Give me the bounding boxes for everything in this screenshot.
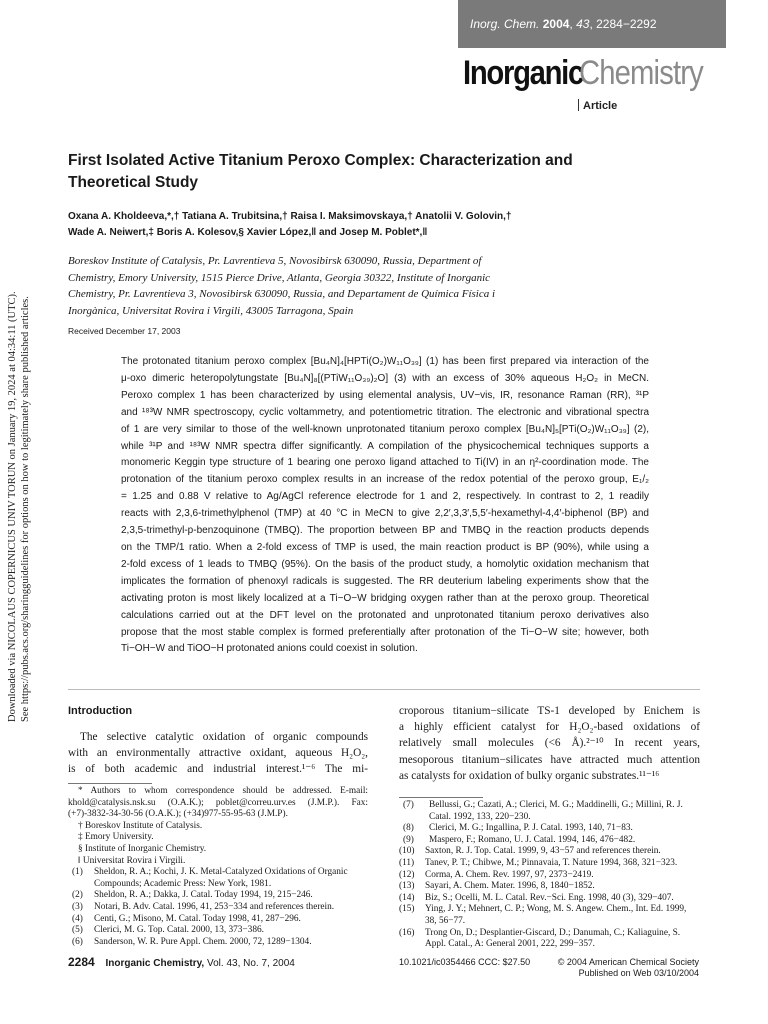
- correspondence-note: * Authors to whom correspondence should be addressed. E-mail: khold@catalysis.nsk.su (O.A.K.); poblet@correu.urv.es (J.M.P.). Fax: (+7)-3832-34-30-56 (O.A.K.); (+34)977-55-95-63 (J.M.P).: [68, 786, 368, 820]
- abstract-line: Ti−OH−W and TiOO−H protonated anions could coexist in solution.: [121, 643, 418, 655]
- body-line: with an environmentally attractive oxidant, aqueous H₂O₂,: [68, 747, 368, 760]
- abstract-line: 2,3,5-trimethyl-p-benzoquinone (TMBQ). The proportion between BP and TMBQ in the reaction products depends: [121, 525, 649, 537]
- body-line: croporous titanium−silicate TS-1 developed by Enichem is: [399, 705, 700, 717]
- body-line: relatively small molecules (<6 Å).²⁻¹⁰ In recent years,: [399, 737, 700, 750]
- abstract-line: μ-oxo dimeric heteropolytungstate [Bu₄N]₈[(PTiW₁₁O₃₉)₂O] (3) with an excess of 30% aqueous H₂O₂ in MeCN.: [121, 372, 649, 384]
- abstract-line: monomeric Keggin type structure of 1 bearing one peroxo ligand attached to Ti(IV) in an η²-coordination mode. The: [121, 457, 649, 469]
- reference-item: (7) Bellussi, G.; Cazati, A.; Clerici, M. G.; Maddinelli, G.; Millini, R. J. Catal. 1992, 133, 220−230.: [403, 800, 683, 822]
- abstract-line: reacts with 2,3,6-trimethylphenol (TMP) at 40 °C in MeCN to give 2,2′,3,3′,5,5′-hexamethyl-4,4′-biphenol (BP) and: [121, 508, 649, 520]
- reference-item: (13) Sayari, A. Chem. Mater. 1996, 8, 1840−1852.: [399, 881, 595, 892]
- reference-item: (5) Clerici, M. G. Top. Catal. 2000, 13, 373−386.: [72, 925, 264, 936]
- author-list: [68, 209, 688, 241]
- abstract-line: Peroxo complex 1 has been characterized by using elemental analysis, UV−vis, IR, resonance Raman (RR), ³¹P: [121, 389, 649, 401]
- journal-abbrev: Inorg. Chem.: [470, 17, 540, 31]
- footer-journal: Inorganic Chemistry,: [105, 958, 205, 969]
- reference-item: (6) Sanderson, W. R. Pure Appl. Chem. 2000, 72, 1289−1304.: [72, 936, 312, 947]
- section-divider: [68, 689, 700, 690]
- abstract-line: of 1 are very similar to those of the well-known unprotonated titanium peroxo complex [Bu₄N]₅[PTi(O₂)W₁₁O₃₉] (2),: [121, 423, 649, 435]
- authors-line2: Wade A. Neiwert,‡ Boris A. Kolesov,§ Xavier López,‖ and Josep M. Poblet*,‖: [68, 227, 428, 238]
- article-title: [68, 150, 668, 194]
- reference-item: (8) Clerici, M. G.; Ingallina, P. J. Catal. 1993, 140, 71−83.: [403, 823, 633, 834]
- citation-volume: 43: [576, 17, 590, 31]
- reference-item: (2) Sheldon, R. A.; Dakka, J. Catal. Today 1994, 19, 215−246.: [72, 890, 313, 901]
- body-line: as catalysts for oxidation of bulky organic substrates.¹¹⁻¹⁶: [399, 769, 660, 782]
- body-line: The selective catalytic oxidation of organic compounds: [80, 731, 368, 743]
- footnote-rule: [68, 783, 152, 784]
- affiliation-note: † Boreskov Institute of Catalysis.: [78, 820, 203, 831]
- logo-word-inorganic: Inorganic: [463, 54, 583, 92]
- reference-item: (15) Ying, J. Y.; Mehnert, C. P.; Wong, M. S. Angew. Chem., Int. Ed. 1999, 38, 56−77.: [399, 904, 687, 926]
- reference-item: (4) Centi, G.; Misono, M. Catal. Today 1998, 41, 287−296.: [72, 913, 301, 924]
- reference-item: (9) Maspero, F.; Romano, U. J. Catal. 1994, 146, 476−482.: [403, 834, 636, 845]
- logo-word-chemistry: Chemistry: [579, 54, 703, 92]
- footer-published: Published on Web 03/10/2004: [578, 968, 699, 978]
- abstract-line: The protonated titanium peroxo complex [Bu₄N]₄[HPTi(O₂)W₁₁O₃₉] (1) has been first prepared via interaction of the: [121, 356, 649, 367]
- reference-item: (16) Trong On, D.; Desplantier-Giscard, D.; Danumah, C.; Kaliaguine, S. Appl. Catal., A: General 2001, 222, 299−357.: [399, 927, 681, 950]
- article-type-label: Article: [578, 99, 617, 112]
- intro-paragraph: [68, 729, 368, 778]
- footer-issue: Vol. 43, No. 7, 2004: [207, 958, 295, 969]
- citation-bar: Inorg. Chem. 2004, 43, 2284−2292: [458, 0, 726, 48]
- page-footer-right: [399, 957, 699, 979]
- affiliation-line: Chemistry, Pr. Lavrentieva 3, Novosibirsk 630090, Russia, and Departament de Química Física i: [68, 288, 496, 300]
- title-line1: First Isolated Active Titanium Peroxo Complex: Characterization and: [68, 152, 573, 169]
- authors-line1: Oxana A. Kholdeeva,*,† Tatiana A. Trubitsina,† Raisa I. Maksimovskaya,† Anatolii V. Golovin,†: [68, 211, 512, 222]
- abstract-line: and ¹⁸³W NMR spectroscopy, cyclic voltammetry, and potentiometric titration. The electronic and vibrational spectra: [121, 406, 649, 418]
- footnotes-right: [399, 800, 700, 951]
- affiliation-note: ‖ Universitat Rovira i Virgili.: [78, 855, 186, 866]
- affiliation-line: Chemistry, Emory University, 1515 Pierce Drive, Atlanta, Georgia 30322, Institute of Inorganic: [68, 271, 491, 284]
- abstract-line: propose that the most stable complex is formed preferentially after protonation of the Ti−O−W site; however, both: [121, 626, 649, 638]
- download-notice-line1: Downloaded via NICOLAUS COPERNICUS UNIV TORUN on January 19, 2024 at 04:34:11 (UTC).: [7, 291, 18, 722]
- intro-paragraph-continued: [399, 703, 700, 784]
- abstract: [121, 354, 649, 658]
- footnotes-left: [68, 786, 368, 948]
- body-line: mesoporous titanium−silicates have attracted much attention: [399, 753, 700, 766]
- abstract-line: = 1.25 and 0.88 V relative to Ag/AgCl reference electrode for 1 and 2, respectively. In contrast to 2, 1 readily: [121, 491, 649, 503]
- footnote-rule: [399, 797, 483, 798]
- journal-logo: [463, 54, 728, 112]
- body-line: is of both academic and industrial interest.¹⁻⁶ The mi-: [68, 763, 368, 776]
- abstract-line: calculations carried out at the DFT level on the protonated and unprotonated titanium peroxo derivatives also: [121, 609, 649, 621]
- citation-year: 2004: [542, 17, 570, 31]
- reference-item: (11) Tanev, P. T.; Chibwe, M.; Pinnavaia, T. Nature 1994, 368, 321−323.: [399, 857, 678, 868]
- download-notice: [6, 292, 32, 722]
- body-line: a highly efficient catalyst for H₂O₂-based oxidations of: [399, 721, 700, 734]
- intro-right-column: [399, 703, 700, 784]
- abstract-line: protonation of the titanium peroxo complex results in an increase of the redox potential of the peroxo group, E₁/₂: [121, 474, 649, 486]
- received-date: Received December 17, 2003: [68, 326, 181, 336]
- download-notice-line2: See https://pubs.acs.org/sharingguidelines for options on how to legitimately share published articles.: [20, 296, 31, 722]
- reference-item: (10) Saxton, R. J. Top. Catal. 1999, 9, 43−57 and references therein.: [399, 846, 661, 857]
- reference-item: (12) Corma, A. Chem. Rev. 1997, 97, 2373−2419.: [399, 869, 594, 880]
- abstract-line: while ³¹P and ¹⁸³W NMR spectra differ significantly. A compilation of the physicochemical techniques supports a: [121, 440, 649, 452]
- intro-left-column: [68, 703, 368, 778]
- footer-copyright: © 2004 American Chemical Society: [557, 957, 699, 967]
- reference-item: (1) Sheldon, R. A.; Kochi, J. K. Metal-Catalyzed Oxidations of Organic Compounds; Academic Press: New York, 1981.: [72, 867, 348, 889]
- affiliation-note: ‡ Emory University.: [78, 832, 154, 843]
- affiliation-line: Boreskov Institute of Catalysis, Pr. Lavrentieva 5, Novosibirsk 630090, Russia, Department of: [68, 255, 482, 267]
- abstract-line: 2-fold excess of 1 leads to TMBQ (95%). On the basis of the product study, a homolytic oxidation mechanism that: [121, 558, 649, 570]
- abstract-line: activating proton is most likely localized at a Ti−O−W bridging oxygen rather than at the peroxo group. Theoretical: [121, 592, 649, 604]
- page-footer-left: [68, 955, 295, 969]
- intro-heading: Introduction: [68, 705, 133, 717]
- abstract-line: on the TMP/1 ratio. When a 2-fold excess of TMP is used, the main reaction product is BP (90%), while using a: [121, 541, 649, 553]
- reference-item: (3) Notari, B. Adv. Catal. 1996, 41, 253−334 and references therein.: [72, 901, 335, 912]
- reference-item: (14) Biz, S.; Ocelli, M. L. Catal. Rev.−Sci. Eng. 1998, 40 (3), 329−407.: [399, 892, 674, 903]
- citation-pages: 2284−2292: [596, 17, 657, 31]
- abstract-line: implicates the formation of phenoxyl radicals is suggested. The RR deuterium labeling experiments show that the: [121, 575, 649, 587]
- footer-doi: 10.1021/ic0354466 CCC: $27.50: [399, 957, 531, 967]
- affiliation-line: Inorgànica, Universitat Rovira i Virgili, 43005 Tarragona, Spain: [68, 304, 354, 317]
- affiliations: [68, 253, 698, 319]
- title-line2: Theoretical Study: [68, 174, 199, 191]
- affiliation-note: § Institute of Inorganic Chemistry.: [78, 843, 207, 854]
- page-number: 2284: [68, 955, 95, 969]
